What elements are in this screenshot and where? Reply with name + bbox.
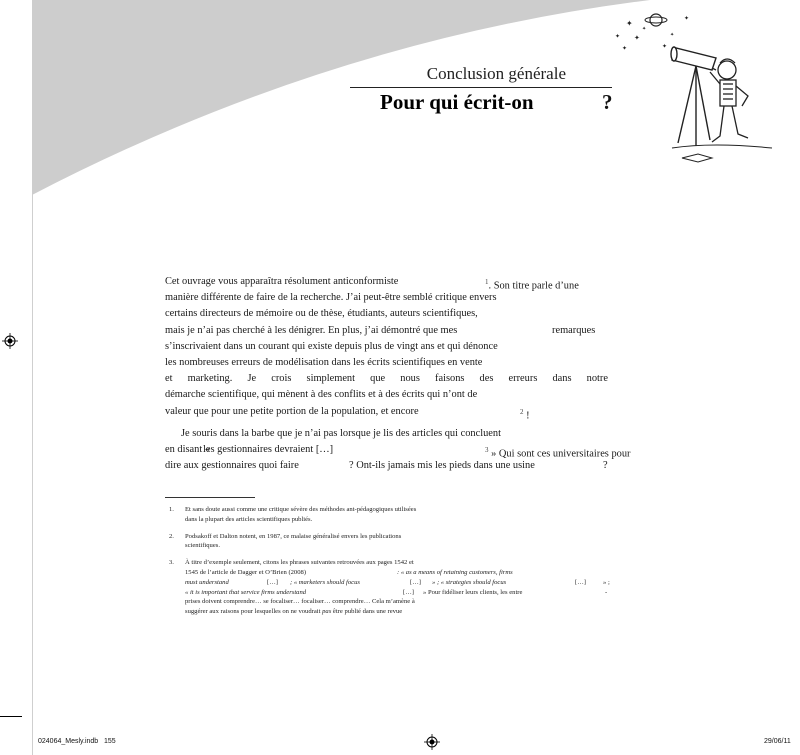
text-run: en disant « (165, 443, 211, 455)
svg-text:✦: ✦ (626, 19, 633, 28)
word: notent, (239, 532, 258, 540)
registration-mark-icon (424, 734, 440, 750)
text-line (165, 442, 631, 460)
text-run: : « as a means of retaining customers, firms (397, 568, 513, 576)
footnote-marker[interactable]: 3 (485, 445, 489, 454)
footnote-number: 2. (169, 532, 174, 540)
word: marketing. (187, 373, 233, 385)
word: faisons (435, 373, 465, 385)
text-run: les gestionnaires devraient […] (203, 443, 334, 455)
footnote-number: 1. (169, 506, 174, 513)
word: envers (341, 532, 359, 540)
word: publié (344, 608, 361, 616)
svg-text:✦: ✦ (622, 46, 628, 52)
text-run: valeur que pour une petite portion de la population, et encore (165, 405, 419, 417)
text-line (165, 404, 608, 420)
word: et (165, 373, 173, 385)
crop-mark (0, 716, 22, 717)
word: publications (369, 532, 402, 540)
text-line: manière différente de faire de la recherche. J’ai peut-être semblé critique envers (165, 292, 497, 304)
text-run: mais je n’ai pas cherché à les dénigrer. En plus, j’ai démontré que mes (165, 324, 458, 336)
text-run: ? (603, 460, 608, 472)
astronomer-telescope-icon (612, 8, 777, 168)
footnote-number: 3. (169, 559, 174, 567)
chapter-label: Conclusion générale (426, 64, 566, 83)
slug-date: 29/06/11 (764, 738, 791, 745)
word: pas (322, 608, 332, 616)
footnote-marker[interactable]: 1 (485, 278, 489, 286)
word: nous (400, 373, 420, 385)
footnotes (165, 505, 608, 624)
footnote-line-justified (185, 532, 608, 542)
chapter-header (350, 64, 613, 114)
word: on (282, 608, 289, 616)
svg-text:✦: ✦ (642, 27, 647, 32)
svg-text:✦: ✦ (684, 16, 690, 22)
footnote-line-justified (185, 607, 608, 617)
text-run: Cet ouvrage vous apparaîtra résolument anticonformiste (165, 276, 399, 287)
text-run: « it is important that service firms understand (185, 588, 307, 596)
word: Je (247, 373, 257, 385)
svg-text:✦: ✦ (670, 33, 675, 38)
text-run: » ; (603, 578, 610, 586)
text-run: […] (410, 578, 421, 586)
word: notre (586, 373, 608, 385)
svg-text:✦: ✦ (634, 34, 640, 42)
text-line: certains directeurs de mémoire ou de thèse, étudiants, auteurs scientifiques, (165, 308, 478, 320)
word: 1987, (267, 532, 282, 540)
footnote-line: scientifiques. (185, 542, 220, 550)
svg-text:✦: ✦ (615, 34, 621, 40)
footnote-line: Et sans doute aussi comme une critique sévère des méthodes ant-pédagogiques utilisées (185, 506, 417, 513)
chapter-title-question-mark: ? (602, 90, 613, 114)
word: suggérer (185, 608, 208, 616)
text-run: . Son titre parle d’une (488, 280, 579, 292)
header-rule (350, 87, 612, 88)
text-run: […] (267, 578, 278, 586)
text-run: […] (403, 588, 414, 596)
text-run: […] (575, 578, 586, 586)
footnote-line (185, 568, 608, 578)
word: des (479, 373, 494, 385)
footnote-line: À titre d’exemple seulement, citons les phrases suivantes retrouvées aux pages 1542 et (185, 559, 414, 567)
word: pour (240, 608, 253, 616)
word: une (376, 608, 386, 616)
text-line: les nombreuses erreurs de modélisation dans les écrits scientifiques en vente (165, 356, 483, 368)
word: crois (271, 373, 292, 385)
word: erreurs (508, 373, 538, 385)
word: raisons (220, 608, 240, 616)
text-line: Je souris dans la barbe que je n’ai pas lorsque je lis des articles qui concluent (181, 427, 501, 439)
text-run: ; « marketers should focus (290, 578, 360, 586)
text-run: » Pour fidéliser leurs clients, les entre (423, 588, 523, 596)
registration-mark-icon (2, 333, 18, 349)
footnote-1 (165, 505, 608, 525)
footnote-separator (165, 497, 255, 498)
text-run: 1545 de l’article de Dagger et O’Brien (2008) (185, 568, 307, 576)
main-text (165, 274, 631, 474)
word: ce (283, 532, 290, 540)
text-run: dire aux gestionnaires quoi faire (165, 460, 299, 472)
word: Dalton (219, 532, 238, 540)
word: que (370, 373, 386, 385)
footnote-line (185, 578, 608, 588)
text-run: » ; « strategies should focus (432, 578, 507, 586)
svg-text:✦: ✦ (662, 44, 668, 50)
footnote-2 (165, 532, 608, 552)
word: en (259, 532, 266, 540)
footnote-line (185, 588, 608, 598)
text-run: » Qui sont ces universitaires pour (491, 448, 631, 460)
word: malaise (291, 532, 312, 540)
text-line (165, 323, 608, 339)
text-line (165, 458, 608, 474)
word: les (360, 532, 368, 540)
word: dans (552, 373, 572, 385)
text-run: - (605, 588, 608, 596)
text-run: ? Ont-ils jamais mis les pieds dans une usine (349, 460, 535, 472)
word: voudrait (298, 608, 321, 616)
word: être (332, 608, 343, 616)
word: Podsakoff (185, 532, 212, 540)
slug-file-info: 024064_Mesly.indb 155 (38, 738, 116, 745)
word: aux (209, 608, 219, 616)
footnote-3 (165, 558, 608, 617)
word: dans (362, 608, 375, 616)
text-line-justified (165, 371, 608, 387)
text-run: remarques (552, 324, 596, 336)
word: simplement (306, 373, 356, 385)
word: revue (387, 608, 403, 616)
text-run: ! (526, 409, 530, 421)
chapter-title: Pour qui écrit-on (380, 90, 534, 114)
footnote-line: dans la plupart des articles scientifiques publiés. (185, 515, 313, 523)
text-run: must understand (185, 578, 229, 586)
text-line: démarche scientifique, qui mènent à des conflits et à des écrits qui n’ont de (165, 389, 478, 401)
word: et (213, 532, 219, 540)
word: ne (290, 608, 297, 616)
footnote-line: prises doivent comprendre… se focaliser… focaliser… comprendre… Cela m’amène à (185, 598, 415, 606)
text-line: s’inscrivaient dans un courant qui existe depuis plus de vingt ans et qui dénonce (165, 340, 498, 352)
word: lesquelles (254, 608, 281, 616)
word: généralisé (312, 532, 340, 540)
footnote-marker[interactable]: 2 (520, 407, 524, 416)
text-line (165, 274, 608, 290)
